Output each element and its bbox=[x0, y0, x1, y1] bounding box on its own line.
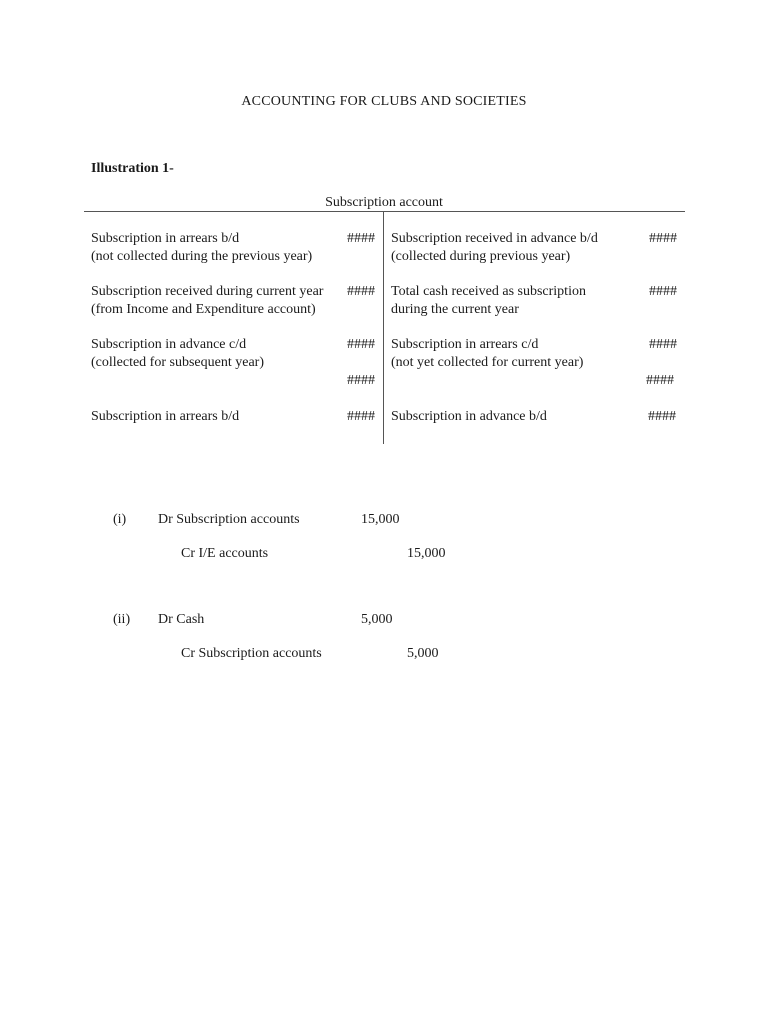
credit-item-note: during the current year bbox=[391, 302, 519, 317]
credit-item-amount: #### bbox=[649, 231, 677, 246]
entry-credit-amount: 5,000 bbox=[407, 646, 439, 661]
ledger-horizontal-rule bbox=[84, 211, 685, 212]
credit-total: #### bbox=[646, 373, 674, 388]
entry-debit-text: Dr Cash bbox=[158, 612, 205, 627]
debit-item-label: Subscription in arrears b/d bbox=[91, 231, 240, 246]
credit-item-note: (not yet collected for current year) bbox=[391, 355, 584, 370]
entry-credit-text: Cr I/E accounts bbox=[181, 546, 269, 561]
entry-credit-amount: 15,000 bbox=[407, 546, 446, 561]
ledger-vertical-rule bbox=[383, 211, 384, 444]
debit-item-note: (collected for subsequent year) bbox=[91, 355, 264, 370]
credit-item-label: Subscription in advance b/d bbox=[391, 409, 547, 424]
account-title: Subscription account bbox=[325, 195, 443, 210]
debit-item-label: Subscription in advance c/d bbox=[91, 337, 247, 352]
credit-item-label: Total cash received as subscription bbox=[391, 284, 586, 299]
debit-item-note: (from Income and Expenditure account) bbox=[91, 302, 316, 317]
debit-total: #### bbox=[347, 373, 375, 388]
illustration-heading: Illustration 1- bbox=[91, 161, 174, 176]
debit-item-amount: #### bbox=[347, 409, 375, 424]
entry-number: (i) bbox=[113, 512, 127, 527]
debit-item-label: Subscription in arrears b/d bbox=[91, 409, 240, 424]
debit-item-amount: #### bbox=[347, 337, 375, 352]
credit-item-amount: #### bbox=[649, 337, 677, 352]
entry-debit-amount: 15,000 bbox=[361, 512, 400, 527]
entry-number: (ii) bbox=[113, 612, 131, 627]
entry-debit-text: Dr Subscription accounts bbox=[158, 512, 300, 527]
debit-item-note: (not collected during the previous year) bbox=[91, 249, 313, 264]
credit-item-amount: #### bbox=[648, 409, 676, 424]
entry-credit-text: Cr Subscription accounts bbox=[181, 646, 322, 661]
debit-item-label: Subscription received during current year bbox=[91, 284, 324, 299]
document-title: ACCOUNTING FOR CLUBS AND SOCIETIES bbox=[241, 94, 527, 109]
credit-item-note: (collected during previous year) bbox=[391, 249, 571, 264]
credit-item-amount: #### bbox=[649, 284, 677, 299]
debit-item-amount: #### bbox=[347, 231, 375, 246]
credit-item-label: Subscription in arrears c/d bbox=[391, 337, 539, 352]
credit-item-label: Subscription received in advance b/d bbox=[391, 231, 598, 246]
entry-debit-amount: 5,000 bbox=[361, 612, 393, 627]
debit-item-amount: #### bbox=[347, 284, 375, 299]
